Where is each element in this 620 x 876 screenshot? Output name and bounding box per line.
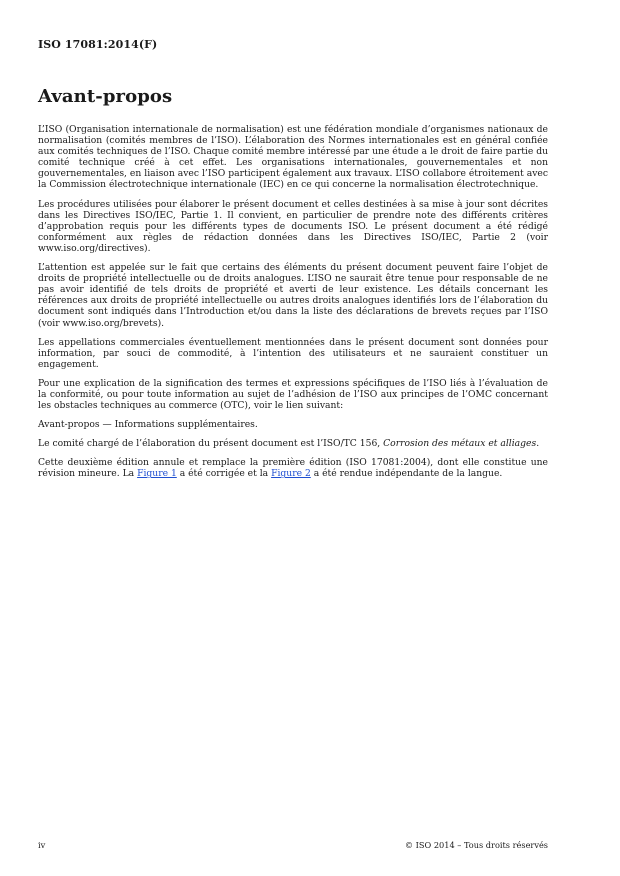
copyright-notice: © ISO 2014 – Tous droits réservés [404,840,548,850]
paragraph-iso-intro: L’ISO (Organisation internationale de normalisation) est une fédération mondiale d’organismes nationaux de normalisation (comités membres de l’ISO). L’élaboration des Normes internationales est en général confiée aux comités techniques de l’ISO. Chaque comité membre intéressé par une étude a le droit de faire partie du comité technique créé à cet effet. Les organisations internationales, gouvernementales et non gouvernementales, en liaison avec l’ISO participent également aux travaux. L’ISO collabore étroitement avec la Commission électrotechnique internationale (IEC) en ce qui concerne la normalisation électrotechnique. [38,124,548,191]
committee-title: Corrosion des métaux et alliages [383,438,537,450]
paragraph-conformity: Pour une explication de la signification des termes et expressions spécifiques de l’ISO liés à l’évaluation de la conformité, ou pour toute information au sujet de l’adhésion de l’ISO aux principes de l’OMC concernant les obstacles techniques au commerce (OTC), voir le lien suivant: [38,377,548,412]
page-number: iv [38,840,46,850]
edition-text-end: a été rendue indépendante de la langue. [310,468,503,480]
paragraph-patent-rights: L’attention est appelée sur le fait que certains des éléments du présent document peuvent faire l’objet de droits de propriété intellectuelle ou de droits analogues. L’ISO ne saurait être tenue pour responsable de ne pas avoir identifié de tels droits de propriété et averti de leur existence. Les détails concernant les références aux droits de propriété intellectuelle ou autres droits analogues identifiés lors de l’élaboration du document sont indiqués dans l’Introduction et/ou dans la liste des déclarations de brevets reçues par l’ISO (voir www.iso.org/brevets). [38,262,548,329]
edition-text-mid: a été corrigée et la [176,468,272,480]
paragraph-foreword-info: Avant-propos — Informations supplémentaires. [38,419,258,431]
paragraph-procedures: Les procédures utilisées pour élaborer le présent document et celles destinées à sa mise à jour sont décrites dans les Directives ISO/IEC, Partie 1. Il convient, en particulier de prendre note des différents critères d’approbation requis pour les différents types de documents ISO. Le présent document a été rédigé conformément aux règles de rédaction données dans les Directives ISO/IEC, Partie 2 (voir www.iso.org/directives). [38,198,548,254]
figure-2-link[interactable]: Figure 2 [271,468,311,480]
foreword-body [38,124,548,488]
paragraph-edition [38,457,548,479]
figure-1-link[interactable]: Figure 1 [137,468,177,480]
committee-period: . [536,438,540,450]
page-title: Avant-propos [38,86,173,107]
document-id-header: ISO 17081:2014(F) [38,38,158,51]
edition-text-start: Cette deuxième édition annule et remplace la première édition (ISO 17081:2004), dont elle constitue une révision mineure. La [38,457,548,480]
committee-text: Le comité chargé de l’élaboration du présent document est l’ISO/TC 156, [38,438,384,450]
paragraph-trade-names: Les appellations commerciales éventuellement mentionnées dans le présent document sont données pour information, par souci de commodité, à l’intention des utilisateurs et ne sauraient constituer un engagement. [38,336,548,370]
page-footer [38,840,548,850]
paragraph-committee [38,438,548,449]
